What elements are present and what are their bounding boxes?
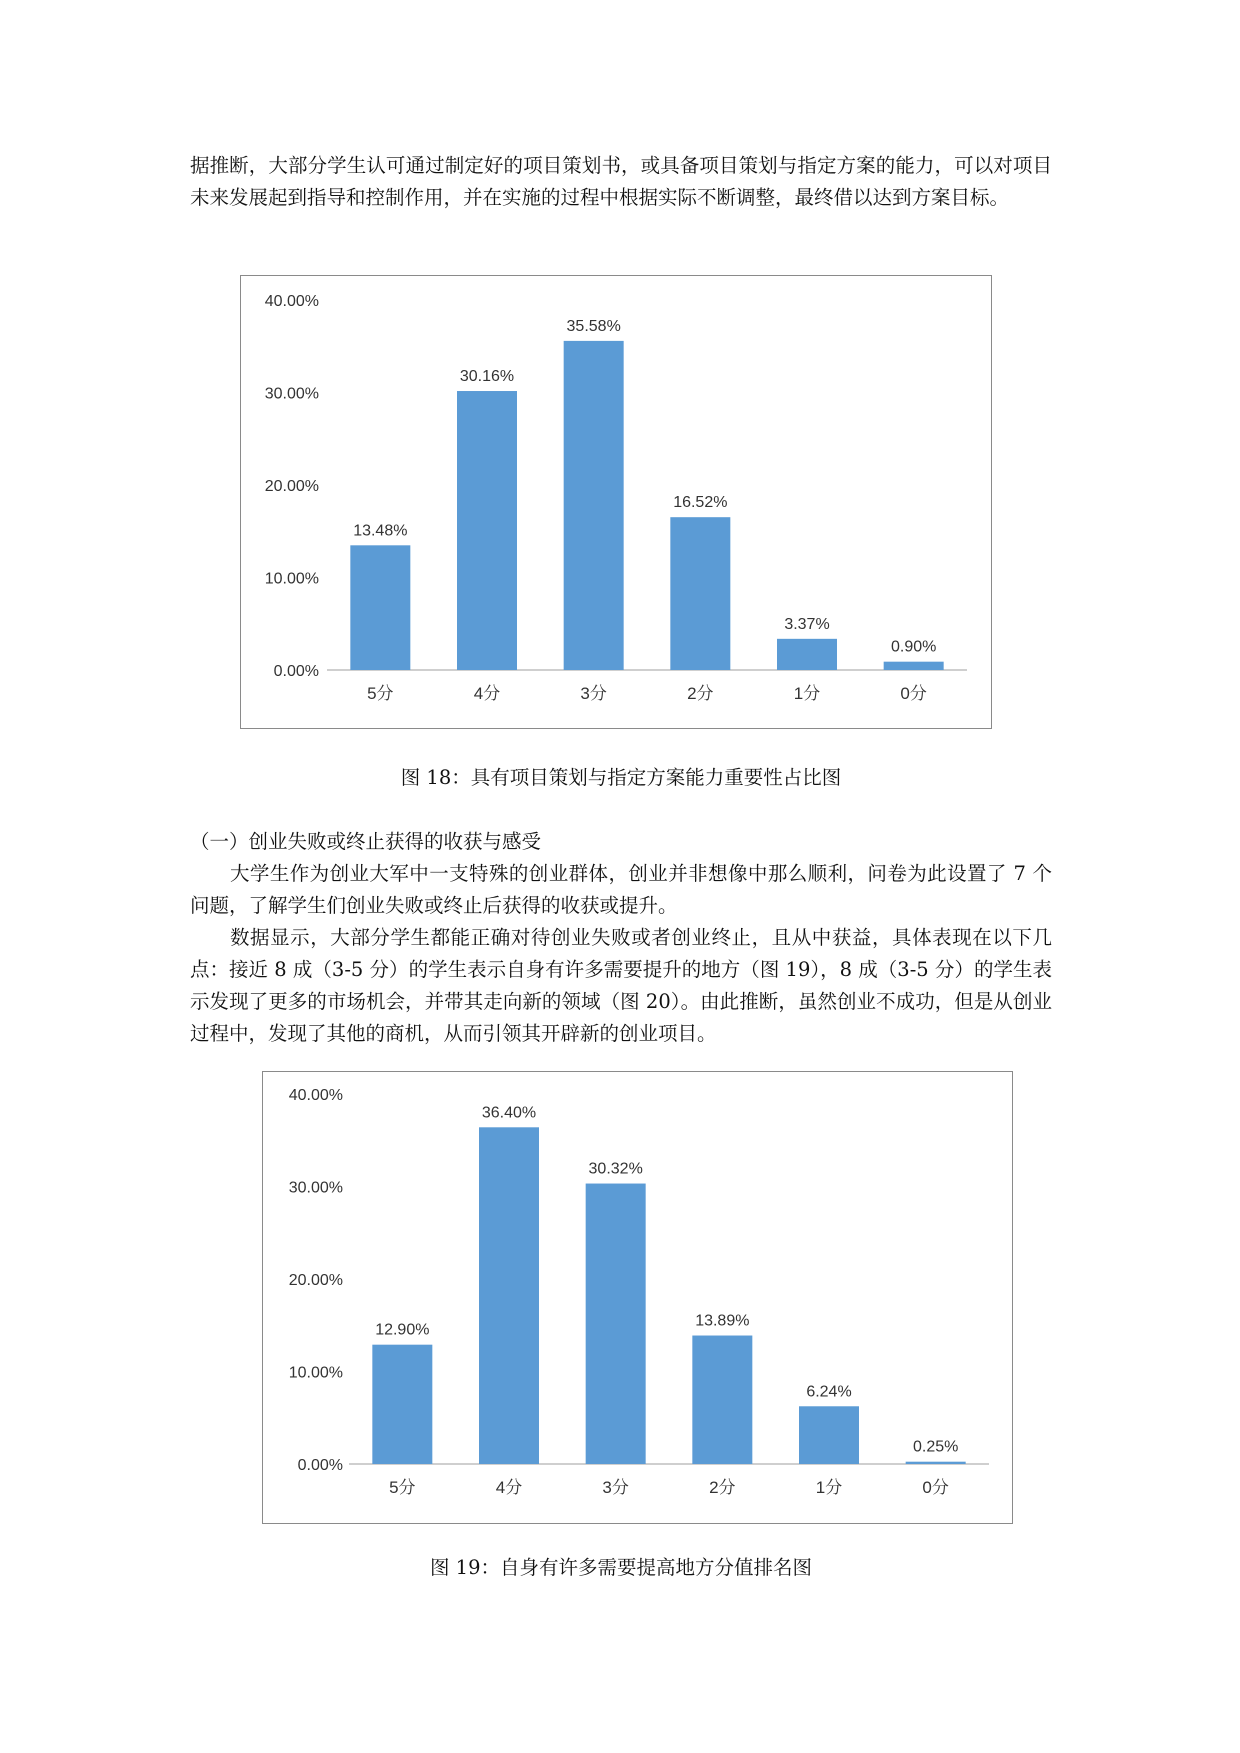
y-tick-label: 20.00% xyxy=(264,478,319,495)
figure-19-svg xyxy=(263,1072,1011,1522)
data-label: 13.89% xyxy=(695,1312,750,1330)
category-label: 5分 xyxy=(389,1478,416,1497)
data-label: 6.24% xyxy=(806,1383,852,1401)
data-label: 36.40% xyxy=(481,1104,537,1122)
data-label: 16.52% xyxy=(673,494,728,512)
bar xyxy=(670,517,730,670)
bar xyxy=(479,1127,539,1464)
category-label: 3分 xyxy=(602,1478,629,1497)
category-label: 0分 xyxy=(922,1478,949,1497)
bar xyxy=(586,1184,646,1464)
data-label: 30.32% xyxy=(588,1160,643,1178)
category-label: 2分 xyxy=(687,684,714,703)
data-label: 0.25% xyxy=(912,1438,959,1456)
y-tick-label: 10.00% xyxy=(264,570,319,588)
category-label: 1分 xyxy=(815,1478,843,1497)
data-label: 35.58% xyxy=(566,317,621,335)
bar xyxy=(777,639,837,670)
bar xyxy=(884,662,944,670)
category-label: 5分 xyxy=(367,684,394,703)
data-label: 3.37% xyxy=(784,615,830,633)
data-label: 13.48% xyxy=(353,522,408,540)
paragraph-2: 大学生作为创业大军中一支特殊的创业群体，创业并非想像中那么顺利，问卷为此设置了 7 个问题，了解学生们创业失败或终止后获得的收获或提升。 xyxy=(190,862,1052,917)
figure-19-caption: 图 19：自身有许多需要提高地方分值排名图 xyxy=(429,1556,812,1579)
data-label: 0.90% xyxy=(890,638,937,656)
bar xyxy=(457,391,517,670)
figure-18-chart xyxy=(240,275,992,729)
bar xyxy=(372,1345,432,1464)
paragraph-3: 数据显示，大部分学生都能正确对待创业失败或者创业终止，且从中获益，具体表现在以下几点：接近 8 成（3-5 分）的学生表示自身有许多需要提升的地方（图 19），8 成（3-5 分）的学生表示发现了更多的市场机会，并带其走向新的领域（图 20）。由此推断，虽然创业不成功，但是从创业过程中，发现了其他的商机，从而引领其开辟新的创业项目。 xyxy=(190,926,1052,1045)
y-tick-label: 20.00% xyxy=(288,1272,343,1289)
section-heading: （一）创业失败或终止获得的收获与感受 xyxy=(190,830,542,853)
y-tick-label: 10.00% xyxy=(288,1364,343,1382)
y-tick-label: 0.00% xyxy=(273,663,319,680)
bar xyxy=(692,1336,752,1464)
y-tick-label: 40.00% xyxy=(288,1087,343,1104)
category-label: 0分 xyxy=(900,684,927,703)
intro-paragraph: 据推断，大部分学生认可通过制定好的项目策划书，或具备项目策划与指定方案的能力，可以对项目未来发展起到指导和控制作用，并在实施的过程中根据实际不断调整，最终借以达到方案目标。 xyxy=(190,154,1052,209)
category-label: 4分 xyxy=(495,1478,523,1497)
figure-18-caption: 图 18：具有项目策划与指定方案能力重要性占比图 xyxy=(400,766,842,789)
category-label: 1分 xyxy=(793,684,821,703)
y-tick-label: 40.00% xyxy=(264,293,319,310)
bar xyxy=(799,1406,859,1464)
bar xyxy=(564,341,624,670)
category-label: 2分 xyxy=(709,1478,736,1497)
y-tick-label: 30.00% xyxy=(288,1179,343,1197)
bar xyxy=(906,1462,966,1464)
category-label: 4分 xyxy=(473,684,501,703)
figure-19-chart xyxy=(262,1071,1013,1524)
category-label: 3分 xyxy=(580,684,607,703)
data-label: 12.90% xyxy=(375,1321,430,1339)
figure-18-svg xyxy=(241,276,990,727)
y-tick-label: 30.00% xyxy=(264,385,319,403)
y-tick-label: 0.00% xyxy=(297,1457,343,1474)
bar xyxy=(350,545,410,670)
data-label: 30.16% xyxy=(459,368,515,386)
